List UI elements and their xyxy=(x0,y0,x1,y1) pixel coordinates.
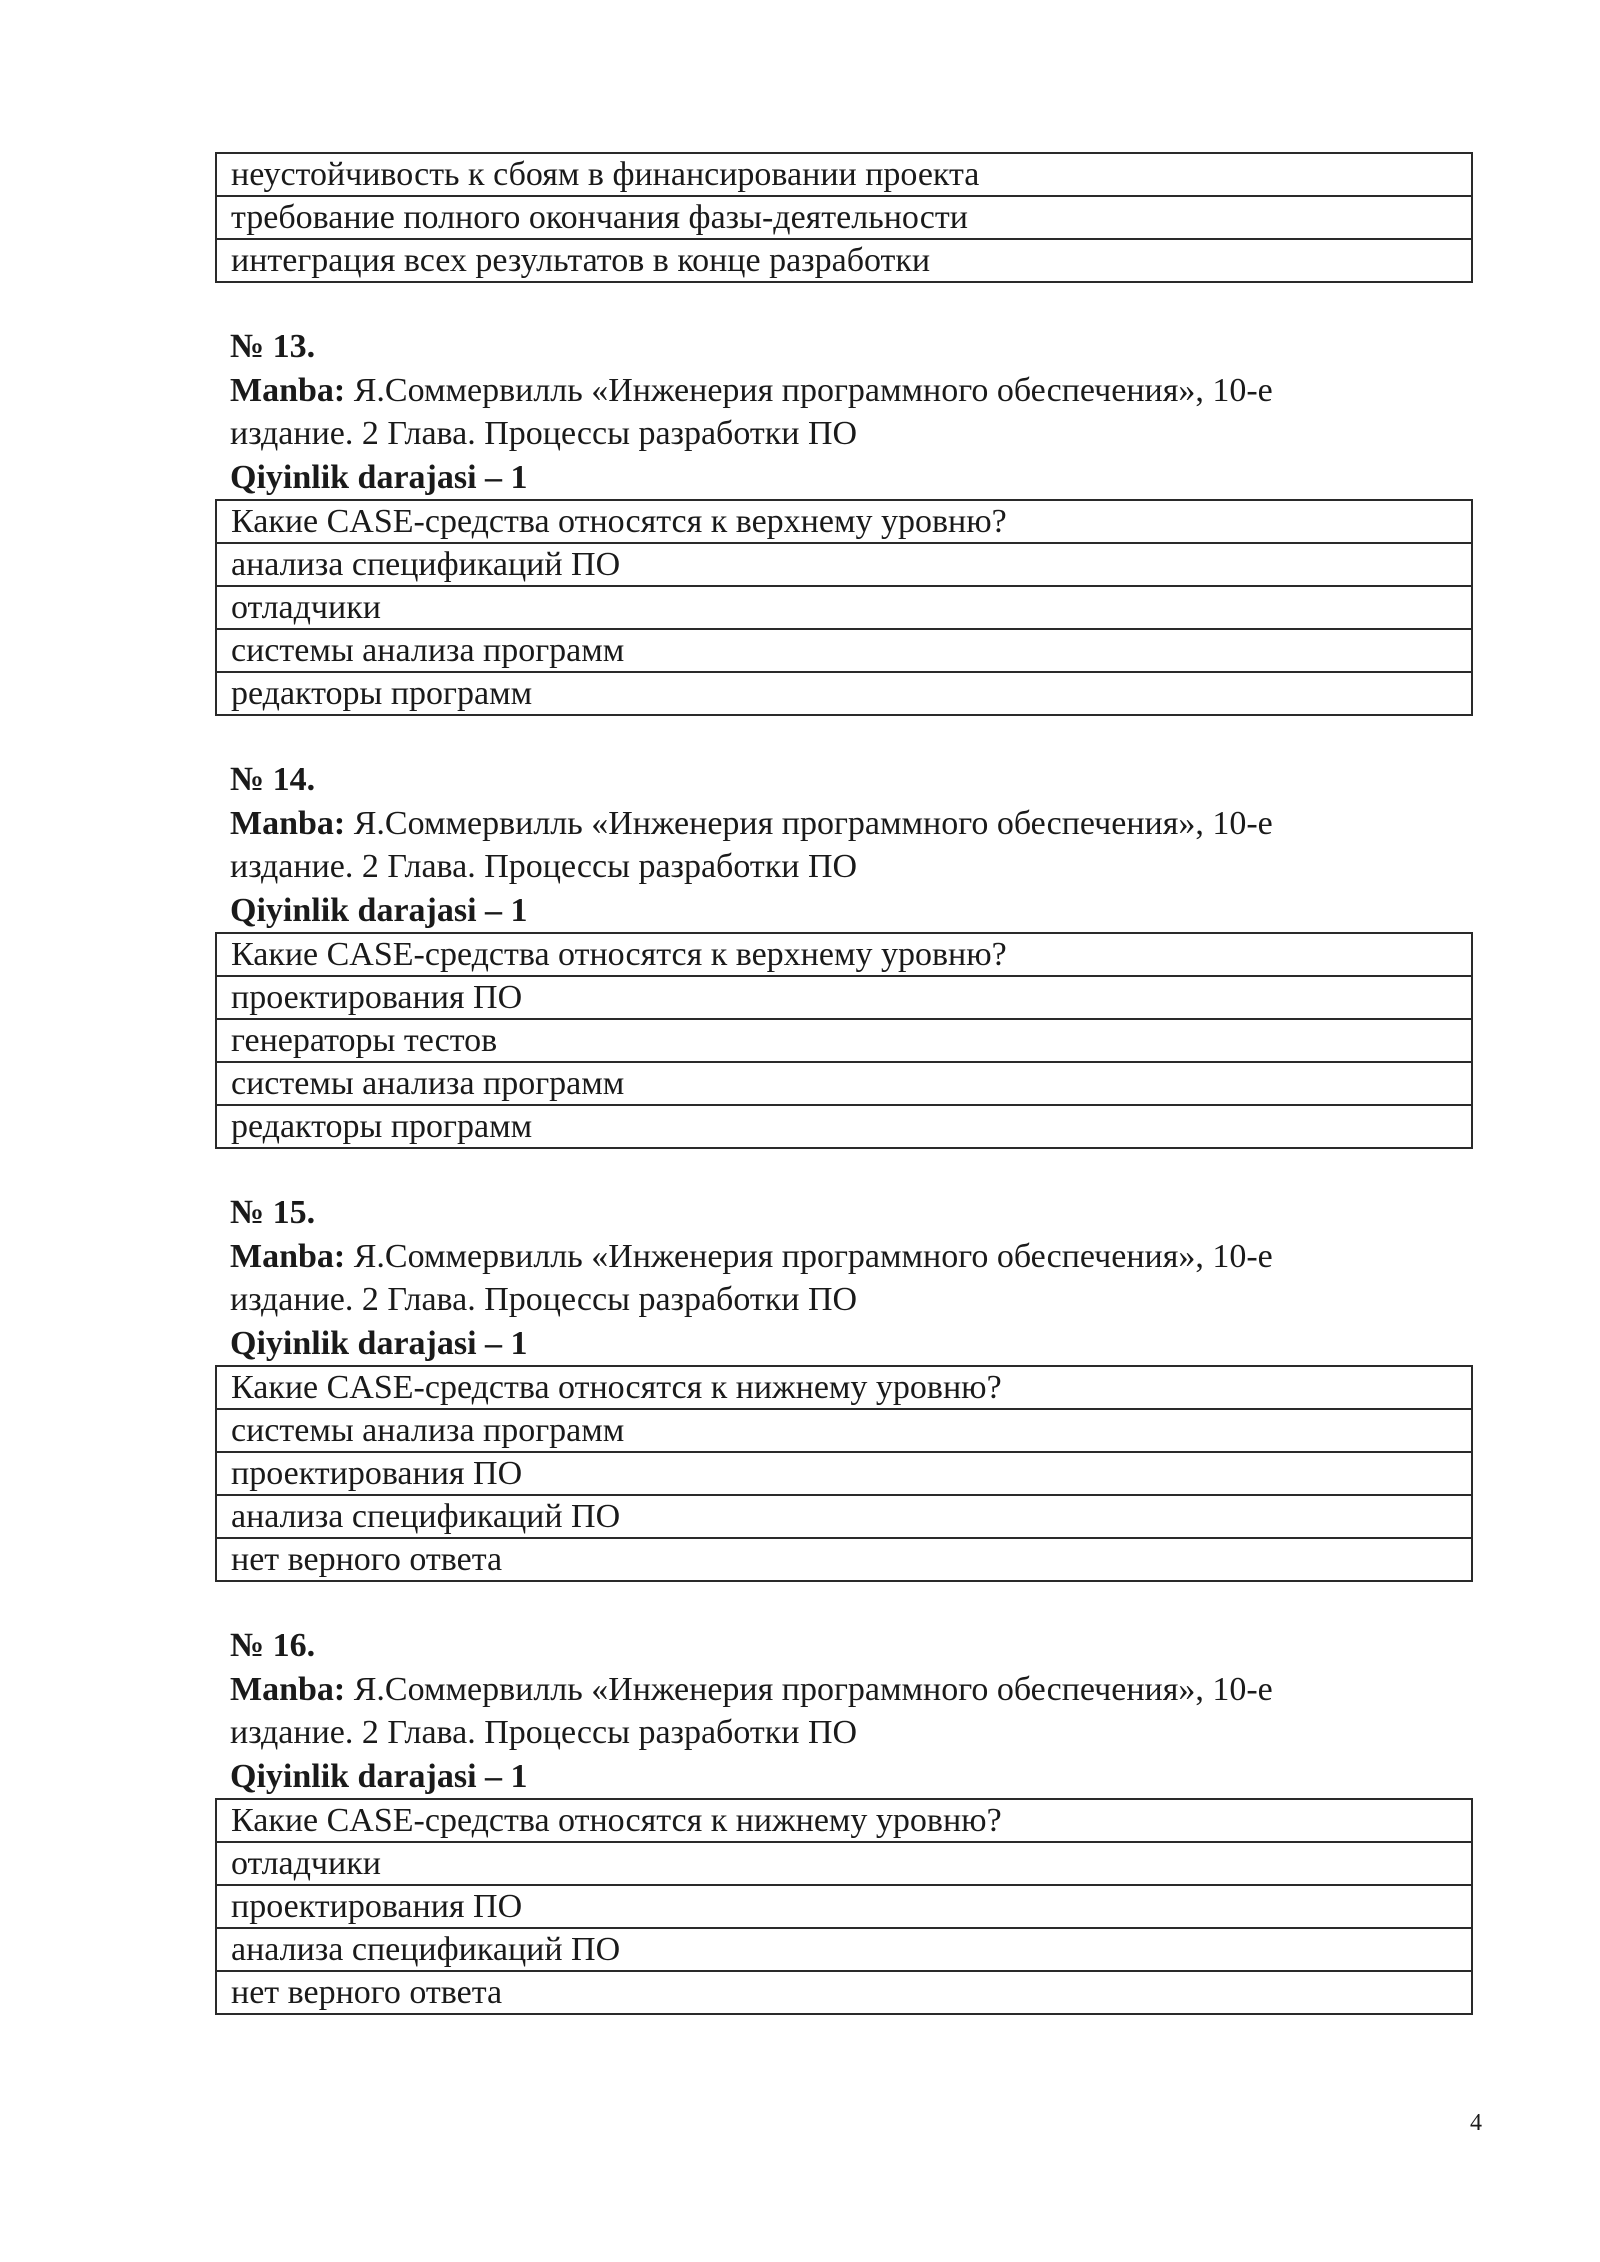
difficulty-level: Qiyinlik darajasi – 1 xyxy=(230,458,528,496)
source-label: Manba: xyxy=(230,1670,346,1708)
answer-cell: системы анализа программ xyxy=(216,1062,1472,1105)
source-text: Я.Соммервилль «Инженерия программного обеспечения», 10-е xyxy=(353,1670,1273,1708)
table-row xyxy=(216,1452,1472,1495)
question-table xyxy=(215,1798,1473,2015)
answer-cell: проектирования ПО xyxy=(216,1452,1472,1495)
source-line xyxy=(230,802,1473,846)
question-block-15 xyxy=(215,1191,1473,1582)
table-row xyxy=(216,196,1472,239)
source-line xyxy=(230,1235,1473,1279)
table-row xyxy=(216,1538,1472,1581)
source-label: Manba: xyxy=(230,371,346,409)
answer-cell: анализа спецификаций ПО xyxy=(216,543,1472,586)
answer-cell: редакторы программ xyxy=(216,1105,1472,1148)
question-number: № 13. xyxy=(230,328,316,365)
answer-cell: отладчики xyxy=(216,586,1472,629)
table-row xyxy=(216,1366,1472,1409)
answer-cell: нет верного ответа xyxy=(216,1971,1472,2014)
question-block-13 xyxy=(215,325,1473,716)
table-row xyxy=(216,543,1472,586)
table-row xyxy=(216,629,1472,672)
table-row xyxy=(216,1799,1472,1842)
answer-cell: анализа спецификаций ПО xyxy=(216,1495,1472,1538)
source-text: Я.Соммервилль «Инженерия программного обеспечения», 10-е xyxy=(353,1237,1273,1275)
source-text-continued: издание. 2 Глава. Процессы разработки ПО xyxy=(230,1281,858,1318)
table-row xyxy=(216,153,1472,196)
question-table xyxy=(215,499,1473,716)
page-content xyxy=(215,152,1473,2015)
answer-cell: анализа спецификаций ПО xyxy=(216,1928,1472,1971)
question-header xyxy=(215,758,1473,932)
answer-cell: неустойчивость к сбоям в финансировании проекта xyxy=(216,153,1472,196)
table-row xyxy=(216,1495,1472,1538)
answer-cell: генераторы тестов xyxy=(216,1019,1472,1062)
table-row xyxy=(216,1885,1472,1928)
answer-table-continued xyxy=(215,152,1473,283)
question-table xyxy=(215,932,1473,1149)
table-row xyxy=(216,933,1472,976)
table-row xyxy=(216,1928,1472,1971)
difficulty-level: Qiyinlik darajasi – 1 xyxy=(230,1757,528,1795)
source-text-continued: издание. 2 Глава. Процессы разработки ПО xyxy=(230,415,858,452)
answer-cell: проектирования ПО xyxy=(216,1885,1472,1928)
source-label: Manba: xyxy=(230,1237,346,1275)
question-header xyxy=(215,325,1473,499)
answer-cell: требование полного окончания фазы-деятельности xyxy=(216,196,1472,239)
question-text: Какие CASE-средства относятся к нижнему уровню? xyxy=(216,1799,1472,1842)
source-label: Manba: xyxy=(230,804,346,842)
table-row xyxy=(216,1409,1472,1452)
page-number: 4 xyxy=(1470,2110,1482,2136)
answer-cell: нет верного ответа xyxy=(216,1538,1472,1581)
answer-cell: редакторы программ xyxy=(216,672,1472,715)
question-number: № 14. xyxy=(230,761,316,798)
table-row xyxy=(216,976,1472,1019)
difficulty-level: Qiyinlik darajasi – 1 xyxy=(230,891,528,929)
answer-cell: отладчики xyxy=(216,1842,1472,1885)
question-block-14 xyxy=(215,758,1473,1149)
table-row xyxy=(216,1971,1472,2014)
source-text: Я.Соммервилль «Инженерия программного обеспечения», 10-е xyxy=(353,371,1273,409)
answer-cell: системы анализа программ xyxy=(216,629,1472,672)
source-line xyxy=(230,369,1473,413)
question-header xyxy=(215,1624,1473,1798)
question-text: Какие CASE-средства относятся к верхнему уровню? xyxy=(216,500,1472,543)
answer-cell: системы анализа программ xyxy=(216,1409,1472,1452)
question-number: № 16. xyxy=(230,1627,316,1664)
table-row xyxy=(216,1842,1472,1885)
source-line xyxy=(230,1668,1473,1712)
question-text: Какие CASE-средства относятся к нижнему уровню? xyxy=(216,1366,1472,1409)
table-row xyxy=(216,1105,1472,1148)
source-text-continued: издание. 2 Глава. Процессы разработки ПО xyxy=(230,848,858,885)
table-row xyxy=(216,1062,1472,1105)
table-row xyxy=(216,239,1472,282)
question-block-16 xyxy=(215,1624,1473,2015)
question-table xyxy=(215,1365,1473,1582)
difficulty-level: Qiyinlik darajasi – 1 xyxy=(230,1324,528,1362)
table-row xyxy=(216,586,1472,629)
question-header xyxy=(215,1191,1473,1365)
source-text-continued: издание. 2 Глава. Процессы разработки ПО xyxy=(230,1714,858,1751)
answer-cell: интеграция всех результатов в конце разработки xyxy=(216,239,1472,282)
question-number: № 15. xyxy=(230,1194,316,1231)
source-text: Я.Соммервилль «Инженерия программного обеспечения», 10-е xyxy=(353,804,1273,842)
question-text: Какие CASE-средства относятся к верхнему уровню? xyxy=(216,933,1472,976)
table-row xyxy=(216,500,1472,543)
table-row xyxy=(216,672,1472,715)
answer-cell: проектирования ПО xyxy=(216,976,1472,1019)
table-row xyxy=(216,1019,1472,1062)
